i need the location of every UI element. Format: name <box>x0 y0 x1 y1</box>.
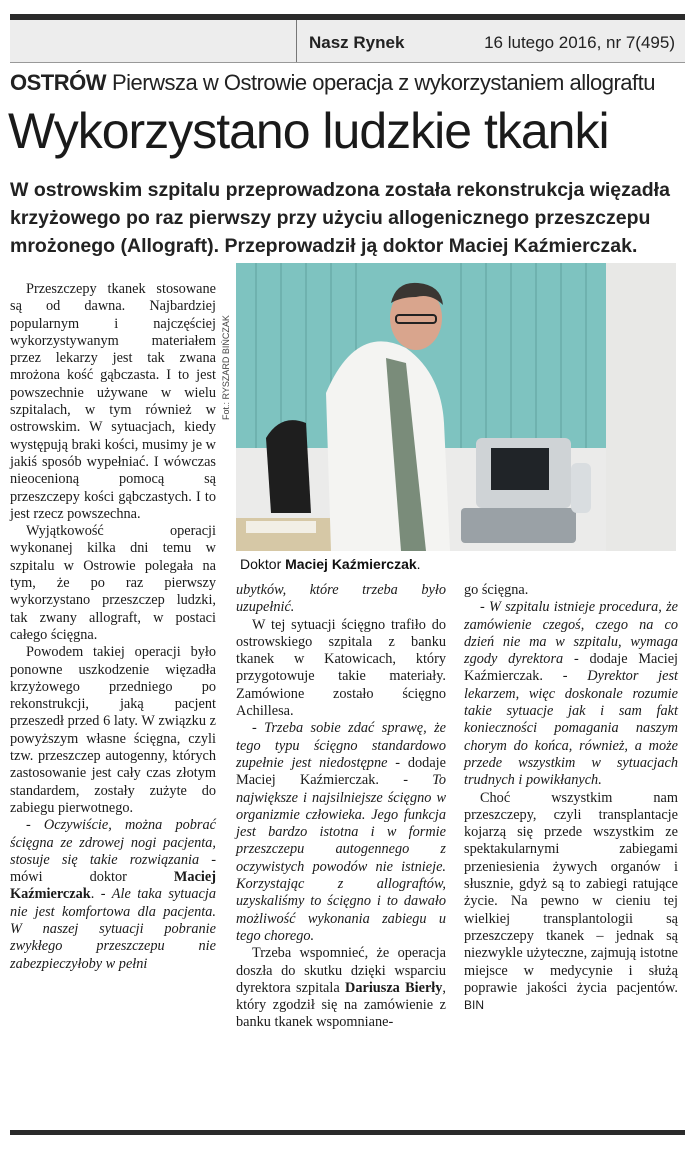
paragraph-continuation: go ścięgna. <box>464 582 529 598</box>
paragraph-text: , który zgodził się na zamówienie z banku tkanek wspomniane- <box>236 979 446 1031</box>
quote-text: - Ale taka sytuacja nie jest komfortowa dla pacjenta. W naszej sytuacji pobranie zwykłego przeszczepu nie zabezpieczyłoby w pełni <box>10 886 216 972</box>
bottom-rule <box>10 1130 685 1135</box>
paragraph <box>464 790 678 1015</box>
doctor-photo-illustration <box>236 263 676 551</box>
paragraph: W tej sytuacji ścięgno trafiło do ostrowskiego szpitala z banku tkanek w Katowicach, który przygotowuje takie materiały. Zamówione zostało ścięgno Achillesa. <box>236 616 446 720</box>
author-signature: BIN <box>464 998 485 1013</box>
quote-text: - Dyrektor jest lekarzem, więc doskonale rozumie takie sytuacje jak i sam fakt konieczności pomagania naszym chorym do końca, również, a może przede wszystkim w sytuacjach trudnych i powikłanych. <box>464 668 679 789</box>
quote-text: - Oczywiście, można pobrać ścięgna ze zdrowej nogi pacjenta, stosuje się takie rozwiązania <box>10 817 216 868</box>
quote-text: - To największe i najsilniejsze ścięgno w organizmie człowieka. Jego funkcja jest bardzo istotna i w formie przeszczepu autogennego z oczywistych powodów nie istnieje. Korzystając z allograftów, uzyskaliśmy to ścięgno i to dawało możliwość wykonania zabiegu u tego chorego. <box>236 772 447 944</box>
photo-caption <box>240 556 421 572</box>
kicker-text: Pierwsza w Ostrowie operacja z wykorzystaniem allograftu <box>112 70 655 95</box>
caption-prefix: Doktor <box>240 556 282 572</box>
quote-paragraph <box>10 817 216 973</box>
quote-text: - W szpitalu istnieje procedura, że zamówienie czegoś, czego na co dzień nie ma w szpitalu, wymaga zgody dyrektora <box>464 599 678 668</box>
article-column-2 <box>236 582 446 1032</box>
quote-attribution: - dodaje Maciej Kaźmierczak. <box>236 754 446 789</box>
caption-name: Maciej Kaźmierczak <box>285 556 417 572</box>
paragraph-text: Trzeba wspomnieć, że operacja doszła do skutku dzięki wsparciu dyrektora szpitala <box>236 945 446 996</box>
quote-paragraph <box>236 720 446 945</box>
quote-continuation: ubytków, które trzeba było uzupełnić. <box>236 582 446 616</box>
issue-date: 16 lutego 2016, nr 7(495) <box>484 33 675 52</box>
headline: Wykorzystano ludzkie tkanki <box>8 103 609 159</box>
photo-credit: Fot.: RYSZARD BIŃCZAK <box>221 315 231 420</box>
publication-name: Nasz Rynek <box>296 20 404 62</box>
paragraph: Przeszczepy tkanek stosowane są od dawna. Najbardziej popularnym i najczęściej wykorzystywanym materiałem przez lekarzy jest tak zwana mrożona kość gąbczasta. I to jest powszechnie używane w wielu szpitalach, w tym również w ostrowskim. W sytuacjach, kiedy występują braki kości, musimy je w jakiś sposób wypełniać. I wówczas nieocenioną pomocą są przeszczepy kości gąbczastych. I to jest rzecz powszechna. <box>10 281 216 522</box>
paragraph <box>236 945 446 1031</box>
director-name: Dariusza Bierły <box>345 979 443 996</box>
paragraph: Powodem takiej operacji było ponowne uszkodzenie więzadła krzyżowego przedniego po rekonstrukcji, jaką pacjent przeszedł przed 6 laty. W związku z powyższym własne ścięgna, czyli tzw. przeszczep autogenny, których zastosowanie jest cały czas złotym standardem, zostały zużyte do zabiegu pierwotnego. <box>10 644 216 816</box>
caption-suffix: . <box>416 556 421 572</box>
article-column-3 <box>464 582 678 1014</box>
quote-attribution: - dodaje Maciej Kaźmierczak. <box>464 651 679 685</box>
paragraph-text: Choć wszystkim nam przeszczepy, czyli transplantacje kojarzą się przede wszystkim ze spektakularnymi zabiegami przeniesienia żywych organów i słusznie, gdyż są to zabiegi ratujące życie. Na pewno w cieniu tej wielkiej transplantologii są przeszczepy tkanek – jednak są niezwykle użyteczne, zajmują istotne miejsce w medycynie i służą poprawie jakości życia pacjentów. <box>464 789 678 996</box>
article-photo <box>236 263 676 551</box>
quote-paragraph <box>464 599 678 789</box>
kicker-place: OSTRÓW <box>10 70 106 95</box>
quote-attribution: - mówi doktor <box>10 851 216 886</box>
quote-end: . <box>90 886 95 903</box>
quote-name: Maciej Kaźmierczak <box>10 869 216 903</box>
paragraph: Wyjątkowość operacji wykonanej kilka dni temu w szpitalu w Ostrowie polegała na tym, że po raz pierwszy wykorzystano przeszczep ludzki, tak zwany allograft, w postaci całego ścięgna. <box>10 523 216 643</box>
quote-text: - Trzeba sobie zdać sprawę, że tego typu ścięgno standardowo zupełnie jest niedostępne <box>236 720 446 771</box>
kicker <box>10 70 655 96</box>
lead-paragraph: W ostrowskim szpitalu przeprowadzona została rekonstrukcja więzadła krzyżowego po raz pierwszy przy użyciu allogenicznego przeszczepu mrożonego (Allograft). Przeprowadził ją doktor Maciej Kaźmierczak. <box>10 179 670 257</box>
article-column-1 <box>10 281 216 973</box>
